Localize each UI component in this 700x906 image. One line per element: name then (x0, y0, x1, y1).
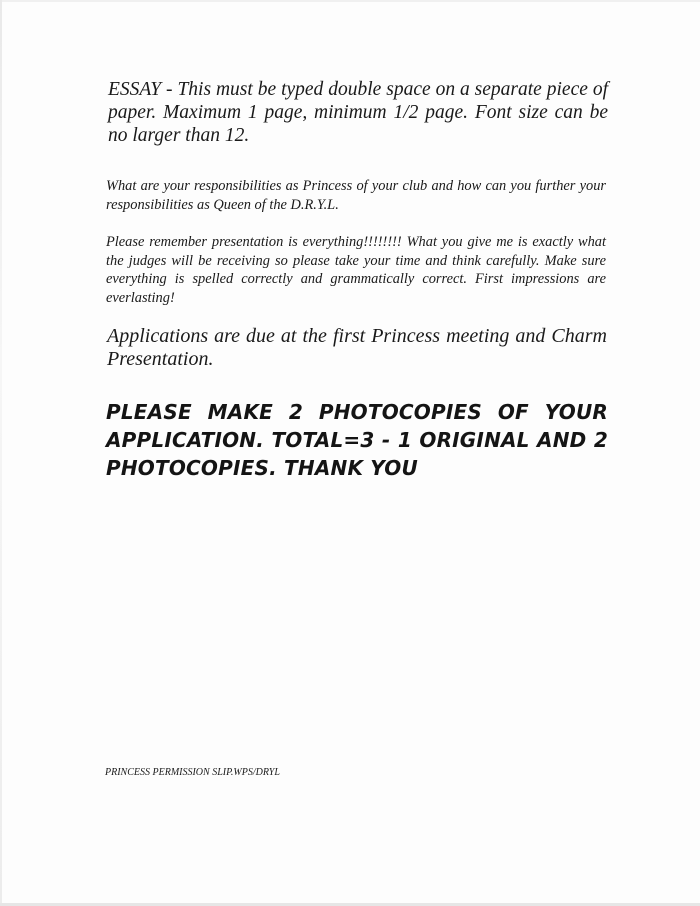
essay-question: What are your responsibilities as Princess of your club and how can you further your responsibilities as Queen of the D.R.Y.L. (106, 178, 606, 213)
applications-due-notice: Applications are due at the first Princess meeting and Charm Presentation. (107, 325, 607, 370)
presentation-note: Please remember presentation is everything!!!!!!!! What you give me is exactly what the judges will be receiving so please take your time and think carefully. Make sure everything is spelled correctly and grammatically correct. First impressions are everlasting! (106, 234, 606, 306)
footer-filename: PRINCESS PERMISSION SLIP.WPS/DRYL (105, 767, 280, 778)
scan-edge-top (0, 0, 700, 2)
scan-edge-left (0, 0, 2, 906)
essay-instructions-heading: ESSAY - This must be typed double space on a separate piece of paper. Maximum 1 page, minimum 1/2 page. Font size can be no larger than 12. (108, 79, 608, 146)
photocopy-notice: PLEASE MAKE 2 PHOTOCOPIES OF YOUR APPLICATION. TOTAL=3 - 1 ORIGINAL AND 2 PHOTOCOPIES. THANK YOU (106, 400, 608, 480)
